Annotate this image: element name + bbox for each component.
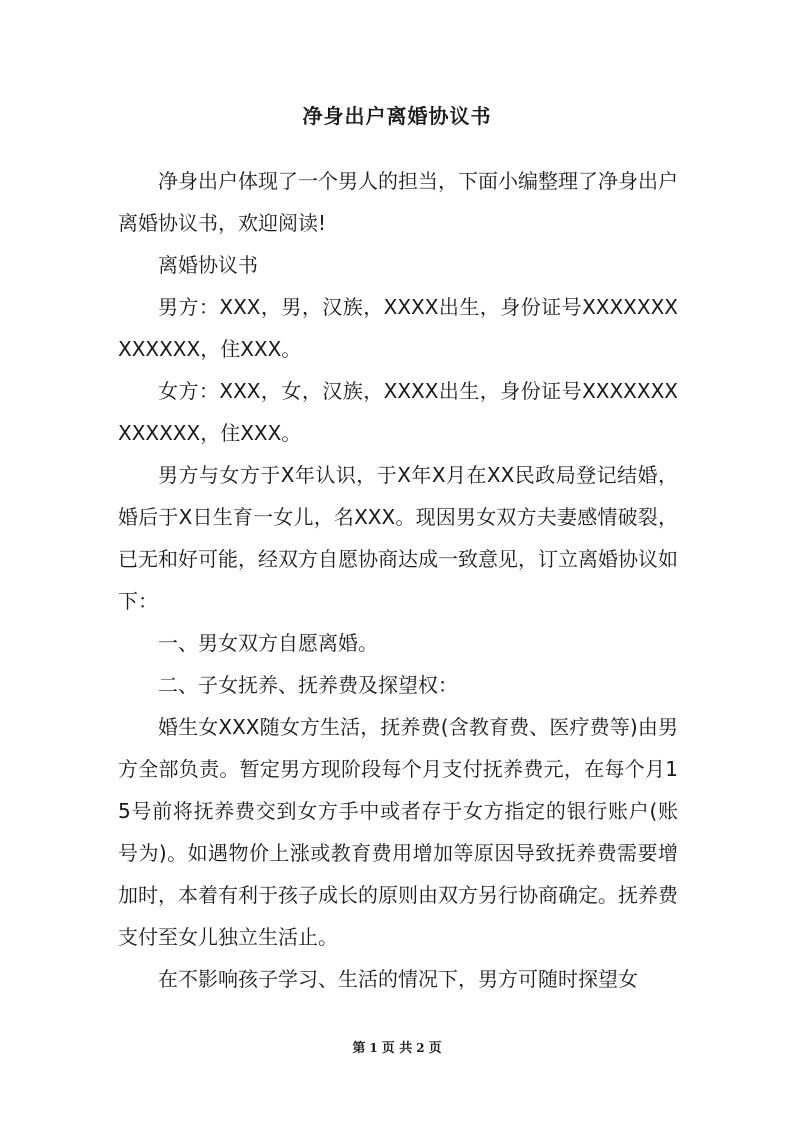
current-page-number: 1 [369, 1041, 378, 1055]
footer-prefix: 第 [352, 1041, 366, 1056]
wife-info-paragraph: 女方：XXX，女，汉族，XXXX出生，身份证号XXXXXXXXXXXXX，住XXX。 [118, 379, 678, 445]
total-pages-number: 2 [416, 1041, 425, 1055]
background-paragraph: 男方与女方于X年认识，于X年X月在XX民政局登记结婚，婚后于X日生育一女儿，名XXX。现因男女双方夫妻感情破裂，已无和好可能，经双方自愿协商达成一致意见，订立离婚协议如下： [118, 463, 678, 613]
document-body [118, 160, 678, 1000]
document-title: 净身出户离婚协议书 [302, 104, 492, 128]
agreement-heading: 离婚协议书 [158, 253, 258, 277]
intro-paragraph: 净身出户体现了一个男人的担当，下面小编整理了净身出户离婚协议书，欢迎阅读! [118, 169, 678, 235]
visitation-paragraph: 在不影响孩子学习、生活的情况下，男方可随时探望女 [158, 967, 638, 991]
custody-paragraph: 婚生女XXX随女方生活，抚养费(含教育费、医疗费等)由男方全部负责。暂定男方现阶段每个月支付抚养费元，在每个月15号前将抚养费交到女方手中或者存于女方指定的银行账户(账号为)。如遇物价上涨或教育费用增加等原因导致抚养费需要增加时，本着有利于孩子成长的原则由双方另行协商确定。抚养费支付至女儿独立生活止。 [118, 715, 678, 949]
footer-middle: 页 共 [381, 1041, 413, 1056]
footer-suffix: 页 [428, 1041, 442, 1056]
clause-two-heading: 二、子女抚养、抚养费及探望权： [158, 673, 458, 697]
clause-one: 一、男女双方自愿离婚。 [158, 631, 378, 655]
page-footer [0, 1036, 794, 1061]
husband-info-paragraph: 男方：XXX，男，汉族，XXXX出生，身份证号XXXXXXXXXXXXX，住XXX。 [118, 295, 678, 361]
